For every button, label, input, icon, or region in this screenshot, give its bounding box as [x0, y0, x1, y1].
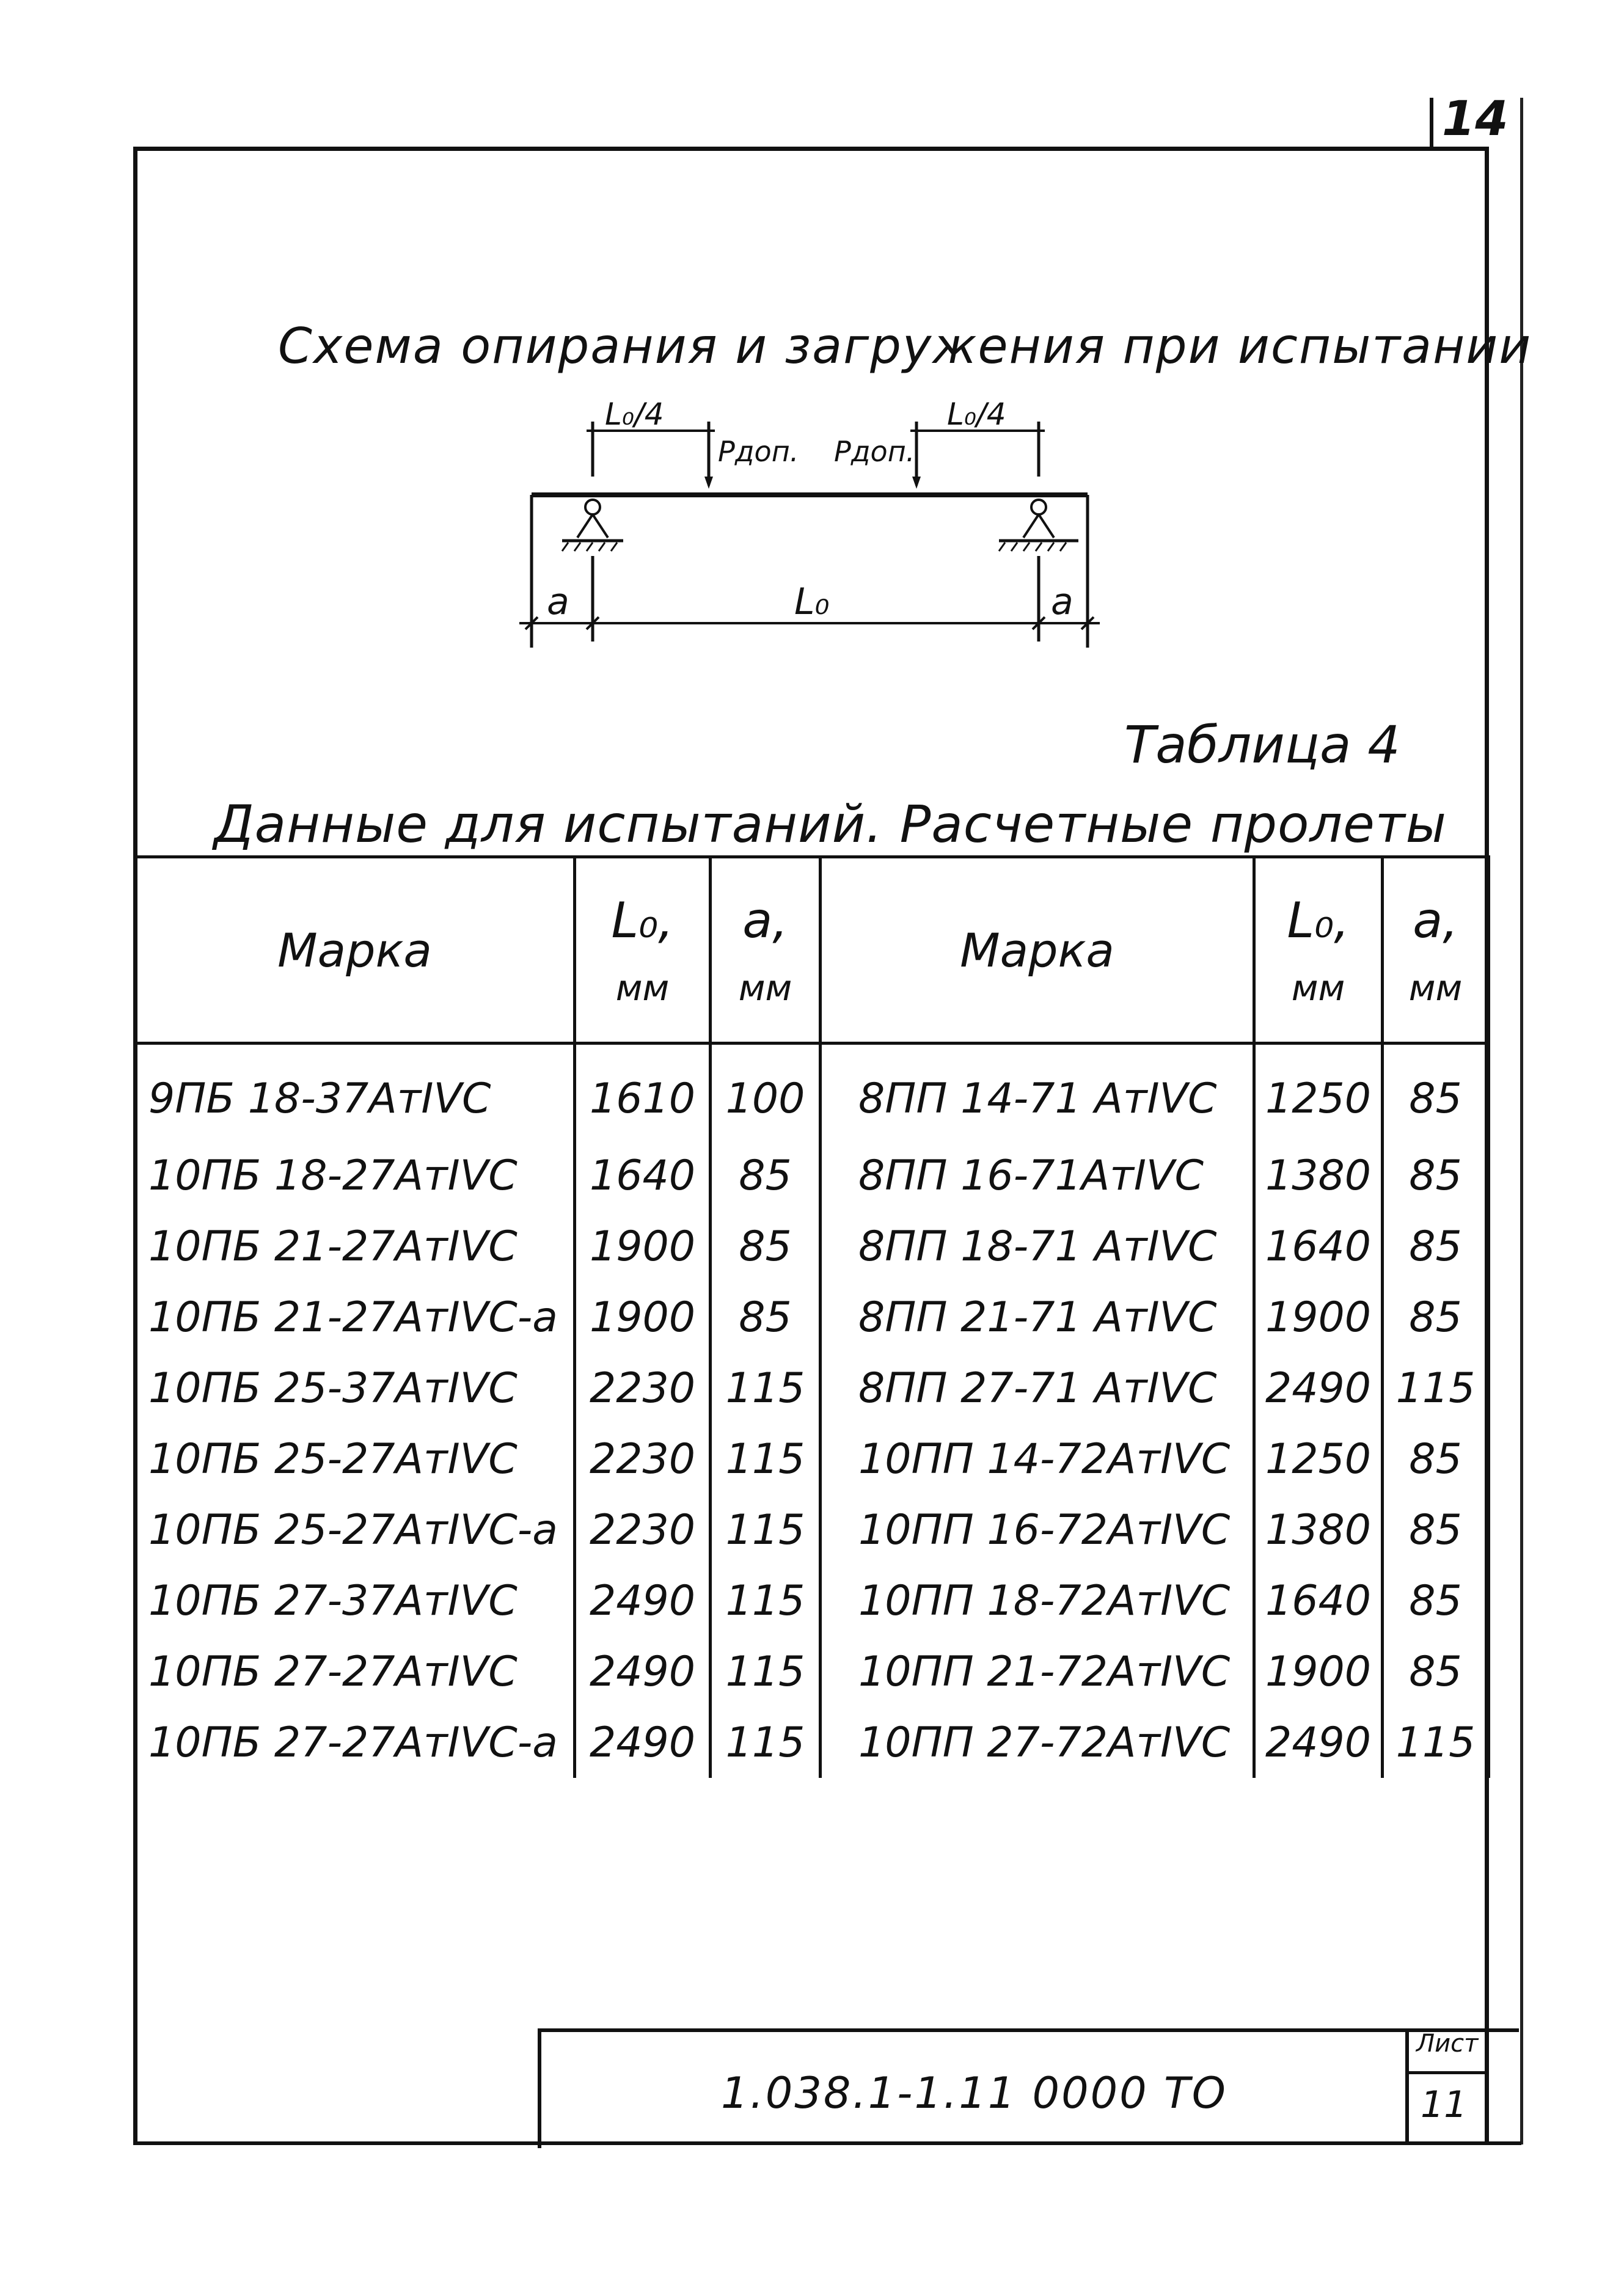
cell-mark-right: 10ПП 16-72АтIVC — [821, 1494, 1254, 1565]
cell-lo-left: 2490 — [575, 1707, 711, 1778]
cell-a-left: 115 — [711, 1494, 821, 1565]
cell-lo-right: 1380 — [1254, 1140, 1383, 1211]
cell-mark-right: 8ПП 18-71 АтIVC — [821, 1211, 1254, 1282]
sheet-number: 11 — [1421, 2083, 1468, 2126]
dim-support-left-label: a — [547, 580, 569, 623]
page-number-tab — [1430, 98, 1433, 147]
table-row — [135, 1494, 1489, 1565]
cell-a-right: 85 — [1383, 1424, 1489, 1494]
header-lo-right: L₀, мм — [1254, 857, 1383, 1044]
cell-a-left: 85 — [711, 1282, 821, 1353]
cell-lo-left: 1900 — [575, 1211, 711, 1282]
dim-span-label: L₀ — [794, 580, 830, 623]
cell-lo-left: 2230 — [575, 1494, 711, 1565]
cell-lo-right: 1250 — [1254, 1424, 1383, 1494]
table-row — [135, 1211, 1489, 1282]
cell-mark-right: 10ПП 27-72АтIVC — [821, 1707, 1254, 1778]
load-left-label: Pдоп. — [718, 435, 799, 468]
dim-support-right-label: a — [1051, 580, 1074, 623]
cell-mark-left: 10ПБ 27-27АтIVC — [135, 1636, 575, 1707]
cell-a-right: 85 — [1383, 1140, 1489, 1211]
cell-lo-left: 1610 — [575, 1044, 711, 1141]
header-a-right: a, мм — [1383, 857, 1489, 1044]
cell-a-right: 115 — [1383, 1707, 1489, 1778]
cell-mark-left: 10ПБ 21-27АтIVC-a — [135, 1282, 575, 1353]
cell-mark-left: 10ПБ 25-27АтIVC-a — [135, 1494, 575, 1565]
cell-mark-left: 10ПБ 27-27АтIVC-a — [135, 1707, 575, 1778]
load-right-label: Pдоп. — [834, 435, 915, 468]
cell-lo-right: 2490 — [1254, 1707, 1383, 1778]
cell-a-left: 100 — [711, 1044, 821, 1141]
cell-mark-right: 10ПП 21-72АтIVC — [821, 1636, 1254, 1707]
cell-lo-left: 2230 — [575, 1424, 711, 1494]
cell-a-right: 85 — [1383, 1282, 1489, 1353]
table-row — [135, 1140, 1489, 1211]
cell-mark-right: 8ПП 27-71 АтIVC — [821, 1353, 1254, 1424]
cell-mark-right: 8ПП 14-71 АтIVC — [821, 1044, 1254, 1141]
cell-mark-left: 10ПБ 21-27АтIVC — [135, 1211, 575, 1282]
cell-lo-left: 2490 — [575, 1565, 711, 1636]
dim-quarter-right-label: L₀/4 — [947, 397, 1006, 432]
cell-a-left: 85 — [711, 1140, 821, 1211]
cell-mark-left: 10ПБ 18-27АтIVC — [135, 1140, 575, 1211]
loading-scheme-diagram — [501, 391, 1124, 648]
page-frame-outer-right — [1520, 98, 1523, 2144]
cell-a-right: 85 — [1383, 1494, 1489, 1565]
table-row — [135, 1636, 1489, 1707]
cell-lo-right: 1250 — [1254, 1044, 1383, 1141]
cell-a-left: 115 — [711, 1424, 821, 1494]
cell-lo-left: 2490 — [575, 1636, 711, 1707]
table-label: Таблица 4 — [1124, 715, 1400, 775]
cell-a-right: 115 — [1383, 1353, 1489, 1424]
table-row — [135, 1044, 1489, 1141]
table-row — [135, 1707, 1489, 1778]
cell-lo-right: 2490 — [1254, 1353, 1383, 1424]
table-title: Данные для испытаний. Расчетные пролеты — [214, 794, 1447, 854]
cell-lo-right: 1640 — [1254, 1211, 1383, 1282]
page-number: 14 — [1442, 92, 1509, 147]
cell-mark-left: 10ПБ 25-37АтIVC — [135, 1353, 575, 1424]
table-row — [135, 1353, 1489, 1424]
cell-a-right: 85 — [1383, 1636, 1489, 1707]
cell-mark-left: 10ПБ 27-37АтIVC — [135, 1565, 575, 1636]
cell-lo-left: 1900 — [575, 1282, 711, 1353]
header-mark-left: Марка — [135, 857, 575, 1044]
cell-a-left: 115 — [711, 1707, 821, 1778]
cell-a-right: 85 — [1383, 1211, 1489, 1282]
table-row — [135, 1424, 1489, 1494]
header-a-left: a, мм — [711, 857, 821, 1044]
cell-a-right: 85 — [1383, 1565, 1489, 1636]
cell-mark-right: 8ПП 16-71АтIVC — [821, 1140, 1254, 1211]
sheet-cell-divider — [1405, 2071, 1485, 2074]
cell-lo-right: 1900 — [1254, 1282, 1383, 1353]
table-row — [135, 1282, 1489, 1353]
header-mark-right: Марка — [821, 857, 1254, 1044]
table-row — [135, 1565, 1489, 1636]
cell-a-right: 85 — [1383, 1044, 1489, 1141]
cell-mark-left: 10ПБ 25-27АтIVC — [135, 1424, 575, 1494]
page-frame-top — [133, 147, 1485, 151]
header-lo-left: L₀, мм — [575, 857, 711, 1044]
cell-mark-left: 9ПБ 18-37АтIVC — [135, 1044, 575, 1141]
table-header-row — [135, 857, 1489, 1044]
cell-a-left: 115 — [711, 1353, 821, 1424]
cell-lo-right: 1900 — [1254, 1636, 1383, 1707]
cell-mark-right: 10ПП 14-72АтIVC — [821, 1424, 1254, 1494]
document-code: 1.038.1-1.11 0000 ТО — [721, 2068, 1227, 2118]
cell-lo-left: 2230 — [575, 1353, 711, 1424]
cell-mark-right: 8ПП 21-71 АтIVC — [821, 1282, 1254, 1353]
scheme-title: Схема опирания и загружения при испытании — [278, 318, 1532, 375]
cell-lo-right: 1380 — [1254, 1494, 1383, 1565]
dim-quarter-left-label: L₀/4 — [605, 397, 664, 432]
cell-lo-right: 1640 — [1254, 1565, 1383, 1636]
cell-a-left: 115 — [711, 1565, 821, 1636]
cell-a-left: 85 — [711, 1211, 821, 1282]
cell-lo-left: 1640 — [575, 1140, 711, 1211]
cell-mark-right: 10ПП 18-72АтIVC — [821, 1565, 1254, 1636]
cell-a-left: 115 — [711, 1636, 821, 1707]
sheet-label: Лист — [1416, 2030, 1479, 2058]
test-data-table — [133, 855, 1490, 1778]
